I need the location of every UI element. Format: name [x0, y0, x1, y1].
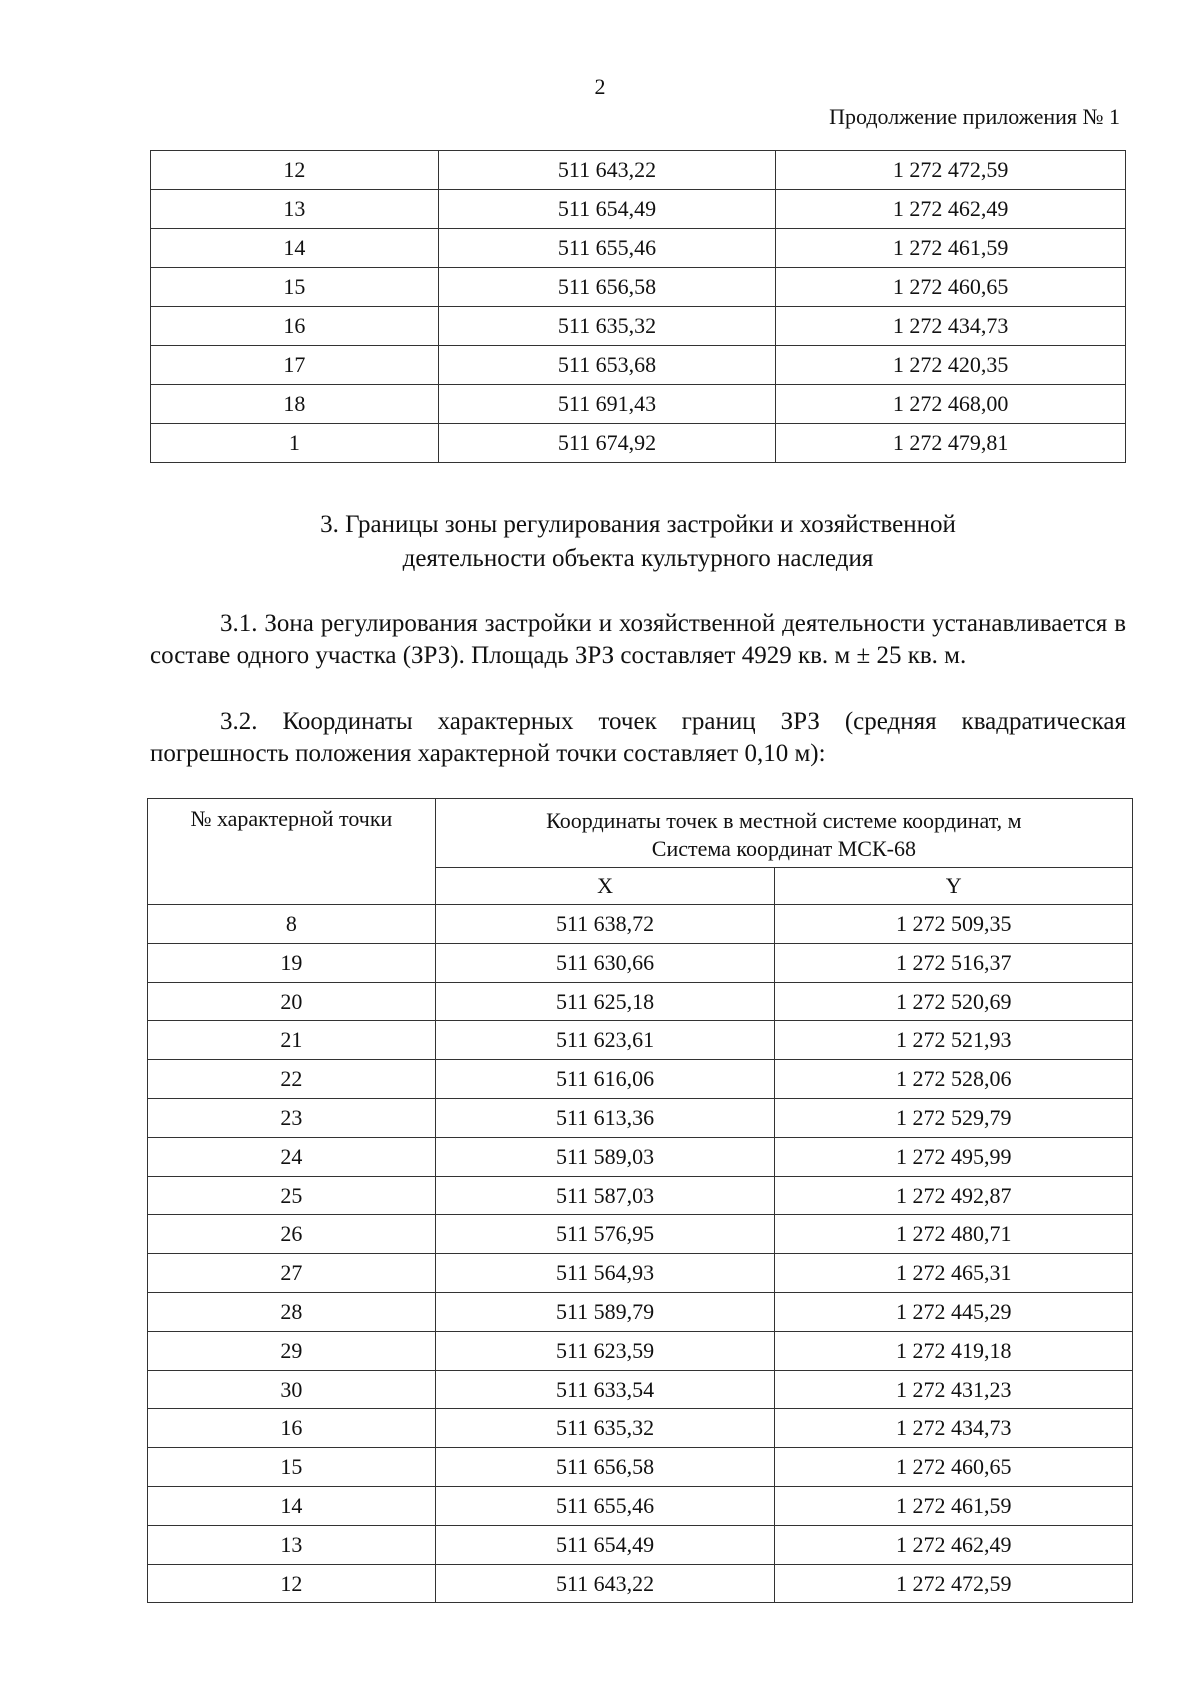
x-coordinate-cell: 511 623,61 [435, 1021, 775, 1060]
x-coordinate-cell: 511 630,66 [435, 943, 775, 982]
point-number-cell: 12 [148, 1564, 436, 1603]
y-coordinate-cell: 1 272 509,35 [775, 905, 1133, 944]
zrz-coordinates-table [147, 798, 1133, 1603]
table-row [148, 1254, 1133, 1293]
point-number-cell: 15 [151, 268, 439, 307]
zrz-coordinates-table-header [148, 799, 1133, 905]
table-row [148, 1409, 1133, 1448]
point-number-cell: 16 [148, 1409, 436, 1448]
column-header-x: X [435, 868, 775, 905]
table-row [148, 1215, 1133, 1254]
y-coordinate-cell: 1 272 479,81 [776, 424, 1126, 463]
table-row [151, 151, 1126, 190]
point-number-cell: 25 [148, 1176, 436, 1215]
point-number-cell: 27 [148, 1254, 436, 1293]
y-coordinate-cell: 1 272 529,79 [775, 1098, 1133, 1137]
point-number-cell: 14 [151, 229, 439, 268]
x-coordinate-cell: 511 587,03 [435, 1176, 775, 1215]
y-coordinate-cell: 1 272 461,59 [776, 229, 1126, 268]
point-number-cell: 13 [151, 190, 439, 229]
x-coordinate-cell: 511 635,32 [438, 307, 776, 346]
x-coordinate-cell: 511 674,92 [438, 424, 776, 463]
table-row [151, 229, 1126, 268]
x-coordinate-cell: 511 638,72 [435, 905, 775, 944]
x-coordinate-cell: 511 691,43 [438, 385, 776, 424]
table-row [148, 982, 1133, 1021]
point-number-cell: 22 [148, 1060, 436, 1099]
column-header-point-number: № характерной точки [148, 799, 436, 905]
point-number-cell: 19 [148, 943, 436, 982]
y-coordinate-cell: 1 272 492,87 [775, 1176, 1133, 1215]
point-number-cell: 26 [148, 1215, 436, 1254]
y-coordinate-cell: 1 272 528,06 [775, 1060, 1133, 1099]
y-coordinate-cell: 1 272 472,59 [775, 1564, 1133, 1603]
y-coordinate-cell: 1 272 445,29 [775, 1292, 1133, 1331]
x-coordinate-cell: 511 576,95 [435, 1215, 775, 1254]
table-row [151, 307, 1126, 346]
table-row [148, 1486, 1133, 1525]
point-number-cell: 23 [148, 1098, 436, 1137]
paragraph-3-2: 3.2. Координаты характерных точек границ ЗРЗ (средняя квадратическая погрешность положения характерной точки составляет 0,10 м): [150, 708, 1126, 767]
table-row [148, 1292, 1133, 1331]
table-row [148, 1060, 1133, 1099]
section-3-heading [150, 508, 1126, 576]
point-number-cell: 12 [151, 151, 439, 190]
x-coordinate-cell: 511 625,18 [435, 982, 775, 1021]
section-3-heading-line-2: деятельности объекта культурного наследия [402, 545, 874, 572]
x-coordinate-cell: 511 589,03 [435, 1137, 775, 1176]
appendix-continuation-label: Продолжение приложения № 1 [829, 104, 1120, 129]
y-coordinate-cell: 1 272 472,59 [776, 151, 1126, 190]
point-number-cell: 17 [151, 346, 439, 385]
x-coordinate-cell: 511 623,59 [435, 1331, 775, 1370]
table-row [148, 1137, 1133, 1176]
x-coordinate-cell: 511 655,46 [438, 229, 776, 268]
point-number-cell: 24 [148, 1137, 436, 1176]
y-coordinate-cell: 1 272 520,69 [775, 982, 1133, 1021]
x-coordinate-cell: 511 655,46 [435, 1486, 775, 1525]
point-number-cell: 8 [148, 905, 436, 944]
table-row [151, 190, 1126, 229]
point-number-cell: 1 [151, 424, 439, 463]
column-header-y: Y [775, 868, 1133, 905]
table-row [148, 1448, 1133, 1487]
x-coordinate-cell: 511 633,54 [435, 1370, 775, 1409]
y-coordinate-cell: 1 272 460,65 [775, 1448, 1133, 1487]
x-coordinate-cell: 511 654,49 [435, 1525, 775, 1564]
y-coordinate-cell: 1 272 431,23 [775, 1370, 1133, 1409]
y-coordinate-cell: 1 272 468,00 [776, 385, 1126, 424]
table-row [151, 268, 1126, 307]
point-number-cell: 30 [148, 1370, 436, 1409]
y-coordinate-cell: 1 272 420,35 [776, 346, 1126, 385]
y-coordinate-cell: 1 272 521,93 [775, 1021, 1133, 1060]
x-coordinate-cell: 511 589,79 [435, 1292, 775, 1331]
x-coordinate-cell: 511 635,32 [435, 1409, 775, 1448]
table-row [148, 1176, 1133, 1215]
x-coordinate-cell: 511 643,22 [435, 1564, 775, 1603]
y-coordinate-cell: 1 272 465,31 [775, 1254, 1133, 1293]
x-coordinate-cell: 511 616,06 [435, 1060, 775, 1099]
point-number-cell: 15 [148, 1448, 436, 1487]
coordinates-table-continuation [150, 150, 1126, 463]
column-header-coordinates-line-2: Система координат МСК-68 [651, 836, 916, 861]
x-coordinate-cell: 511 656,58 [438, 268, 776, 307]
column-header-coordinates-line-1: Координаты точек в местной системе координат, м [546, 808, 1022, 833]
table-row [148, 1331, 1133, 1370]
zrz-coordinates-table-body [148, 905, 1133, 1603]
x-coordinate-cell: 511 653,68 [438, 346, 776, 385]
point-number-cell: 28 [148, 1292, 436, 1331]
x-coordinate-cell: 511 564,93 [435, 1254, 775, 1293]
table-row [151, 424, 1126, 463]
table-row [148, 905, 1133, 944]
y-coordinate-cell: 1 272 434,73 [776, 307, 1126, 346]
page-number: 2 [594, 74, 606, 99]
x-coordinate-cell: 511 643,22 [438, 151, 776, 190]
column-header-coordinates [435, 799, 1132, 868]
y-coordinate-cell: 1 272 462,49 [775, 1525, 1133, 1564]
y-coordinate-cell: 1 272 434,73 [775, 1409, 1133, 1448]
point-number-cell: 29 [148, 1331, 436, 1370]
y-coordinate-cell: 1 272 419,18 [775, 1331, 1133, 1370]
paragraph-3-1: 3.1. Зона регулирования застройки и хозяйственной деятельности устанавливается в составе одного участка (ЗРЗ). Площадь ЗРЗ составляет 4929 кв. м ± 25 кв. м. [150, 610, 1126, 669]
table-row [148, 1525, 1133, 1564]
table-row [148, 1370, 1133, 1409]
point-number-cell: 16 [151, 307, 439, 346]
point-number-cell: 13 [148, 1525, 436, 1564]
y-coordinate-cell: 1 272 462,49 [776, 190, 1126, 229]
table-row [148, 943, 1133, 982]
table-row [151, 346, 1126, 385]
point-number-cell: 18 [151, 385, 439, 424]
x-coordinate-cell: 511 654,49 [438, 190, 776, 229]
table-row [148, 1098, 1133, 1137]
point-number-cell: 14 [148, 1486, 436, 1525]
table-row [148, 1564, 1133, 1603]
table-row [148, 1021, 1133, 1060]
y-coordinate-cell: 1 272 461,59 [775, 1486, 1133, 1525]
y-coordinate-cell: 1 272 495,99 [775, 1137, 1133, 1176]
y-coordinate-cell: 1 272 480,71 [775, 1215, 1133, 1254]
point-number-cell: 20 [148, 982, 436, 1021]
x-coordinate-cell: 511 656,58 [435, 1448, 775, 1487]
x-coordinate-cell: 511 613,36 [435, 1098, 775, 1137]
y-coordinate-cell: 1 272 460,65 [776, 268, 1126, 307]
point-number-cell: 21 [148, 1021, 436, 1060]
y-coordinate-cell: 1 272 516,37 [775, 943, 1133, 982]
section-3-heading-line-1: 3. Границы зоны регулирования застройки и хозяйственной [320, 511, 956, 538]
table-row [151, 385, 1126, 424]
coordinates-table-continuation-body [151, 151, 1126, 463]
